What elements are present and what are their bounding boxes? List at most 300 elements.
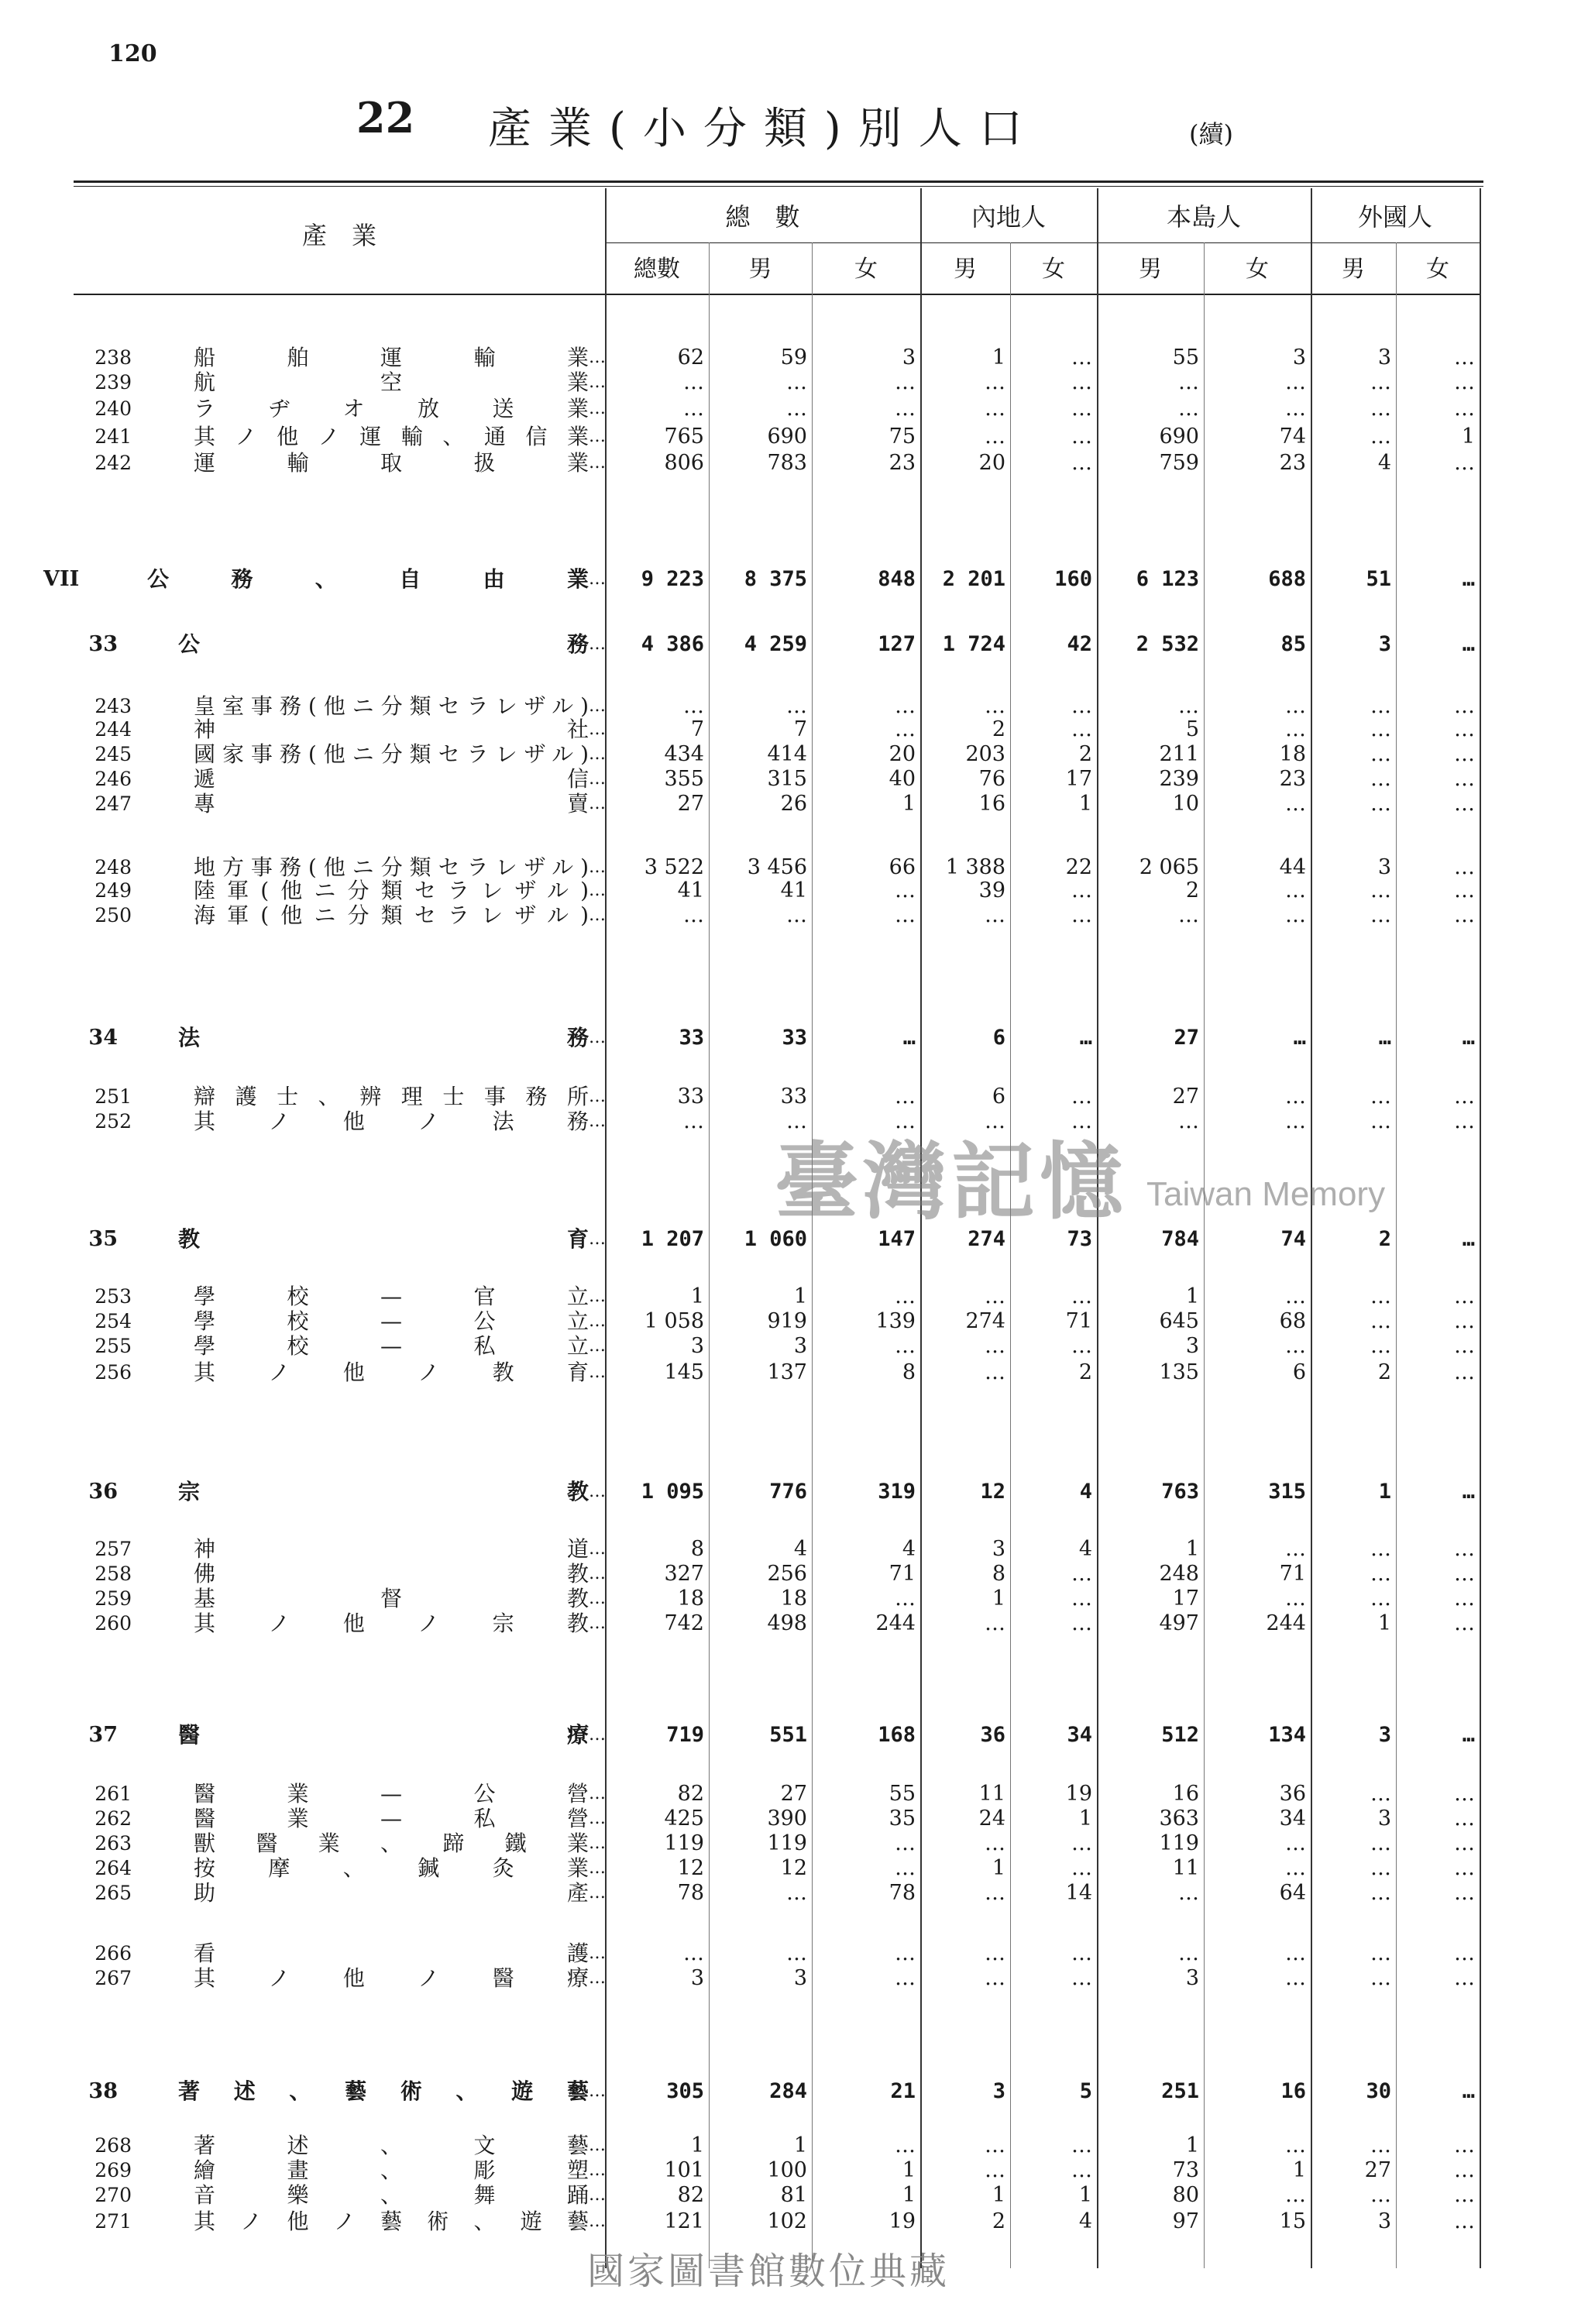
cell-value: 55 xyxy=(889,1782,916,1806)
cell-value: 4 xyxy=(1078,1537,1092,1561)
cell-value: 256 xyxy=(767,1562,807,1586)
row-code: 267 xyxy=(95,1967,132,1989)
row-label: 其ノ他ノ運輸、通信業 xyxy=(194,424,589,449)
cell-value: 19 xyxy=(1065,1782,1092,1806)
cell-value: 239 xyxy=(1159,767,1199,791)
table-row xyxy=(0,880,1487,902)
cell-value: … xyxy=(683,397,704,421)
cell-value: 2 xyxy=(1078,742,1092,766)
cell-value: 36 xyxy=(980,1723,1005,1747)
cell-value: 355 xyxy=(664,767,704,791)
cell-value: … xyxy=(1285,1831,1306,1855)
table-row xyxy=(0,1882,1487,1904)
cell-value: … xyxy=(1454,1856,1475,1880)
cell-value: 12 xyxy=(677,1856,704,1880)
cell-value: … xyxy=(1454,1537,1475,1561)
cell-value: … xyxy=(1285,1085,1306,1109)
cell-value: 763 xyxy=(1161,1480,1199,1504)
row-code: 259 xyxy=(95,1587,132,1610)
header-subcolumn: 總數 xyxy=(634,256,680,283)
leader-dots: … xyxy=(589,858,606,877)
row-code: 269 xyxy=(95,2159,132,2181)
cell-value: 6 xyxy=(992,1085,1005,1109)
cell-value: … xyxy=(985,694,1005,718)
cell-value: 75 xyxy=(889,425,916,449)
header-subcolumn: 女 xyxy=(1246,256,1269,283)
cell-value: 74 xyxy=(1280,1227,1306,1251)
row-code: 37 xyxy=(88,1723,118,1747)
row-label: 繪畫、彫塑 xyxy=(194,2157,589,2183)
leader-dots: … xyxy=(589,1725,606,1745)
cell-value: … xyxy=(1285,1856,1306,1880)
row-code: 256 xyxy=(95,1361,132,1384)
cell-value: … xyxy=(1178,694,1199,718)
cell-value: … xyxy=(1370,2133,1391,2157)
row-code: 255 xyxy=(95,1335,132,1357)
cell-value: 1 xyxy=(793,1284,807,1308)
page-number: 120 xyxy=(108,40,157,67)
row-label: 醫業—私營 xyxy=(194,1806,589,1831)
cell-value: … xyxy=(1285,1537,1306,1561)
cell-value: … xyxy=(895,1856,916,1880)
cell-value: 16 xyxy=(1280,2079,1306,2103)
cell-value: … xyxy=(1462,1026,1475,1050)
cell-value: … xyxy=(1454,1360,1475,1384)
cell-value: 2 xyxy=(1378,1227,1391,1251)
cell-value: 3 xyxy=(1377,2209,1391,2233)
cell-value: … xyxy=(1370,1537,1391,1561)
cell-value: 1 xyxy=(1378,1480,1391,1504)
cell-value: 645 xyxy=(1159,1309,1199,1333)
cell-value: 121 xyxy=(664,2209,704,2233)
cell-value: 23 xyxy=(889,451,916,475)
table-row xyxy=(0,1833,1487,1855)
table-row xyxy=(0,741,1487,767)
cell-value: 73 xyxy=(1067,1227,1092,1251)
cell-value: 80 xyxy=(1172,2183,1199,2207)
cell-value: … xyxy=(985,1360,1005,1384)
row-label: 基督教 xyxy=(194,1586,589,1611)
cell-value: … xyxy=(1285,878,1306,902)
cell-value: … xyxy=(1178,1109,1199,1133)
cell-value: … xyxy=(786,1881,807,1905)
cell-value: … xyxy=(985,1284,1005,1308)
table-row xyxy=(0,347,1487,369)
row-label: 辯護士、辨理士事務所 xyxy=(194,1084,589,1109)
cell-value: … xyxy=(1462,2079,1475,2103)
cell-value: 1 xyxy=(1185,1284,1199,1308)
cell-value: 3 xyxy=(1377,855,1391,879)
cell-value: … xyxy=(1454,1807,1475,1831)
row-code: 257 xyxy=(95,1538,132,1560)
cell-value: 1 xyxy=(1185,1537,1199,1561)
table-row xyxy=(0,902,1487,928)
row-code: 34 xyxy=(88,1026,118,1050)
cell-value: … xyxy=(985,1611,1005,1635)
row-code: 244 xyxy=(95,718,132,741)
cell-value: 4 xyxy=(902,1537,916,1561)
cell-value: 305 xyxy=(666,2079,704,2103)
row-label: 神社 xyxy=(194,717,589,742)
cell-value: … xyxy=(895,1966,916,1990)
watermark-subtext: Taiwan Memory xyxy=(1146,1175,1386,1213)
cell-value: … xyxy=(1454,2183,1475,2207)
cell-value: 27 xyxy=(1174,1026,1199,1050)
cell-value: 211 xyxy=(1159,742,1199,766)
row-label: 其ノ他ノ宗教 xyxy=(194,1611,589,1636)
row-label: 學校—私立 xyxy=(194,1333,589,1359)
cell-value: 41 xyxy=(780,878,807,902)
cell-value: 73 xyxy=(1172,2158,1199,2182)
cell-value: … xyxy=(1071,1334,1092,1358)
cell-value: … xyxy=(1370,767,1391,791)
cell-value: 315 xyxy=(767,767,807,791)
cell-value: 8 xyxy=(690,1537,704,1561)
cell-value: 23 xyxy=(1279,767,1306,791)
row-label: 看護 xyxy=(194,1941,589,1966)
cell-value: … xyxy=(1454,1782,1475,1806)
cell-value: 7 xyxy=(793,717,807,741)
cell-value: … xyxy=(1071,1587,1092,1611)
cell-value: 33 xyxy=(679,1026,704,1050)
leader-dots: … xyxy=(589,569,606,589)
cell-value: 10 xyxy=(1172,792,1199,816)
cell-value: … xyxy=(1370,2183,1391,2207)
cell-value: … xyxy=(1370,1334,1391,1358)
leader-dots: … xyxy=(589,1539,606,1559)
cell-value: … xyxy=(1370,397,1391,421)
header-group: 內地人 xyxy=(971,202,1046,232)
cell-value: 62 xyxy=(677,346,704,370)
table-category-row xyxy=(0,1724,1487,1746)
cell-value: … xyxy=(1454,792,1475,816)
cell-value: 41 xyxy=(677,878,704,902)
leader-dots: … xyxy=(589,1229,606,1249)
leader-dots: … xyxy=(589,720,606,739)
row-code: 261 xyxy=(95,1783,132,1805)
header-subcolumn: 男 xyxy=(1342,256,1365,283)
cell-value: … xyxy=(1071,1831,1092,1855)
header-bottom-rule xyxy=(74,294,1481,295)
row-label: 按摩、鍼灸業 xyxy=(194,1855,589,1881)
header-subcolumn: 男 xyxy=(1139,256,1162,283)
cell-value: 765 xyxy=(664,425,704,449)
table-category-row xyxy=(0,566,1487,592)
cell-value: 1 xyxy=(690,2133,704,2157)
row-label: 公務 xyxy=(178,631,589,657)
cell-value: 719 xyxy=(666,1723,704,1747)
leader-dots: … xyxy=(589,1312,606,1331)
cell-value: 16 xyxy=(978,792,1005,816)
cell-value: 776 xyxy=(769,1480,807,1504)
cell-value: 1 xyxy=(992,2183,1005,2207)
leader-dots: … xyxy=(589,634,606,654)
cell-value: … xyxy=(1454,1109,1475,1133)
cell-value: … xyxy=(985,1941,1005,1965)
table-row xyxy=(0,1943,1487,1965)
cell-value: … xyxy=(1178,397,1199,421)
row-label: 地方事務(他ニ分類セラレザル) xyxy=(194,854,589,880)
row-code: 243 xyxy=(95,695,132,717)
cell-value: … xyxy=(1454,1966,1475,1990)
row-label: 醫療 xyxy=(178,1722,589,1748)
table-row xyxy=(0,768,1487,790)
cell-value: 160 xyxy=(1054,567,1092,591)
cell-value: 20 xyxy=(889,742,916,766)
cell-value: 3 xyxy=(690,1334,704,1358)
cell-value: … xyxy=(1370,1831,1391,1855)
cell-value: 244 xyxy=(875,1611,916,1635)
row-code: 251 xyxy=(95,1085,132,1108)
cell-value: 42 xyxy=(1067,632,1092,656)
cell-value: 2 xyxy=(992,2209,1005,2233)
cell-value: … xyxy=(1178,1941,1199,1965)
cell-value: … xyxy=(683,370,704,394)
cell-value: 27 xyxy=(780,1782,807,1806)
leader-dots: … xyxy=(589,348,606,367)
leader-dots: … xyxy=(589,696,606,716)
cell-value: … xyxy=(895,1085,916,1109)
leader-dots: … xyxy=(589,794,606,813)
row-code: 270 xyxy=(95,2184,132,2206)
row-code: 36 xyxy=(88,1480,118,1504)
cell-value: … xyxy=(1454,742,1475,766)
cell-value: … xyxy=(786,694,807,718)
table-row xyxy=(0,398,1487,420)
table-row xyxy=(0,793,1487,815)
leader-dots: … xyxy=(589,769,606,789)
cell-value: … xyxy=(1370,1562,1391,1586)
leader-dots: … xyxy=(589,881,606,900)
cell-value: 127 xyxy=(878,632,916,656)
cell-value: … xyxy=(1454,451,1475,475)
table-row xyxy=(0,719,1487,741)
row-label: 教育 xyxy=(178,1226,589,1252)
cell-value: 82 xyxy=(677,2183,704,2207)
leader-dots: … xyxy=(589,427,606,446)
cell-value: … xyxy=(1454,1562,1475,1586)
cell-value: … xyxy=(985,1831,1005,1855)
cell-value: … xyxy=(1071,878,1092,902)
cell-value: 7 xyxy=(690,717,704,741)
cell-value: 1 060 xyxy=(744,1227,807,1251)
cell-value: 203 xyxy=(965,742,1005,766)
header-subcolumn: 男 xyxy=(748,256,772,283)
cell-value: 100 xyxy=(767,2158,807,2182)
cell-value: 390 xyxy=(767,1807,807,1831)
cell-value: 1 xyxy=(902,2183,916,2207)
cell-value: … xyxy=(1454,1587,1475,1611)
cell-value: … xyxy=(1071,1284,1092,1308)
leader-dots: … xyxy=(589,744,606,764)
cell-value: 1 xyxy=(1461,425,1475,449)
cell-value: … xyxy=(1462,1723,1475,1747)
cell-value: … xyxy=(1178,903,1199,927)
leader-dots: … xyxy=(589,1482,606,1501)
row-code: 250 xyxy=(95,904,132,927)
cell-value: … xyxy=(1178,1881,1199,1905)
cell-value: … xyxy=(1370,694,1391,718)
cell-value: 4 xyxy=(1078,2209,1092,2233)
row-label: 著述、藝術、遊藝 xyxy=(178,2078,589,2104)
cell-value: 85 xyxy=(1280,632,1306,656)
cell-value: … xyxy=(1370,1085,1391,1109)
table-row xyxy=(0,1286,1487,1308)
row-label: 醫業—公營 xyxy=(194,1781,589,1807)
cell-value: … xyxy=(1462,1227,1475,1251)
cell-value: … xyxy=(895,717,916,741)
cell-value: 1 xyxy=(1078,792,1092,816)
row-code: 240 xyxy=(95,397,132,420)
cell-value: … xyxy=(1071,1085,1092,1109)
row-code: 252 xyxy=(95,1110,132,1133)
cell-value: … xyxy=(1370,1284,1391,1308)
cell-value: 3 xyxy=(992,2079,1005,2103)
cell-value: 55 xyxy=(1172,346,1199,370)
cell-value: 18 xyxy=(677,1587,704,1611)
table-category-row xyxy=(0,2078,1487,2104)
header-group: 外國人 xyxy=(1357,202,1432,232)
table-row xyxy=(0,2157,1487,2183)
table-row xyxy=(0,854,1487,880)
cell-value: … xyxy=(1370,717,1391,741)
cell-value: 1 xyxy=(1185,2133,1199,2157)
table-row xyxy=(0,1563,1487,1585)
cell-value: … xyxy=(1285,1284,1306,1308)
cell-value: 3 xyxy=(902,346,916,370)
cell-value: … xyxy=(1370,1309,1391,1333)
cell-value: 33 xyxy=(780,1085,807,1109)
leader-dots: … xyxy=(589,2185,606,2205)
cell-value: … xyxy=(1454,1284,1475,1308)
cell-value: … xyxy=(1454,855,1475,879)
cell-value: … xyxy=(683,694,704,718)
cell-value: 101 xyxy=(664,2158,704,2182)
leader-dots: … xyxy=(589,1287,606,1306)
leader-dots: … xyxy=(589,1858,606,1878)
cell-value: 274 xyxy=(968,1227,1005,1251)
cell-value: … xyxy=(1285,1587,1306,1611)
cell-value: … xyxy=(786,1941,807,1965)
cell-value: … xyxy=(1454,767,1475,791)
table-row xyxy=(0,693,1487,719)
cell-value: … xyxy=(1370,903,1391,927)
cell-value: … xyxy=(1454,2209,1475,2233)
cell-value: 3 xyxy=(1377,346,1391,370)
row-code: 248 xyxy=(95,856,132,878)
row-label: 遞信 xyxy=(194,766,589,792)
cell-value: 21 xyxy=(890,2079,916,2103)
cell-value: 2 xyxy=(1377,1360,1391,1384)
cell-value: … xyxy=(1071,1966,1092,1990)
cell-value: 78 xyxy=(677,1881,704,1905)
cell-value: 36 xyxy=(1279,1782,1306,1806)
leader-dots: … xyxy=(589,2161,606,2180)
cell-value: 315 xyxy=(1268,1480,1306,1504)
row-label: 國家事務(他ニ分類セラレザル) xyxy=(194,741,589,767)
table-row xyxy=(0,2182,1487,2208)
cell-value: 74 xyxy=(1279,425,1306,449)
leader-dots: … xyxy=(589,1363,606,1382)
cell-value: 97 xyxy=(1172,2209,1199,2233)
cell-value: … xyxy=(1071,2158,1092,2182)
cell-value: 26 xyxy=(780,792,807,816)
row-code: 253 xyxy=(95,1285,132,1308)
cell-value: … xyxy=(1071,397,1092,421)
cell-value: 3 522 xyxy=(644,855,704,879)
cell-value: 4 xyxy=(1079,1480,1092,1504)
cell-value: 27 xyxy=(1364,2158,1391,2182)
cell-value: … xyxy=(1462,632,1475,656)
cell-value: 23 xyxy=(1279,451,1306,475)
cell-value: 1 xyxy=(902,2158,916,2182)
cell-value: … xyxy=(1071,346,1092,370)
cell-value: 6 xyxy=(1292,1360,1306,1384)
cell-value: … xyxy=(1378,1026,1391,1050)
table-row xyxy=(0,1613,1487,1635)
cell-value: … xyxy=(1071,425,1092,449)
cell-value: 1 xyxy=(1292,2158,1306,2182)
cell-value: … xyxy=(895,878,916,902)
leader-dots: … xyxy=(589,1087,606,1106)
cell-value: 18 xyxy=(1279,742,1306,766)
cell-value: 274 xyxy=(965,1309,1005,1333)
cell-value: … xyxy=(985,370,1005,394)
row-code: 35 xyxy=(88,1227,118,1251)
row-label: 宗教 xyxy=(178,1479,589,1504)
table-row xyxy=(0,372,1487,394)
table-category-row xyxy=(0,1226,1487,1252)
table-row xyxy=(0,1086,1487,1108)
cell-value: … xyxy=(1293,1026,1306,1050)
header-subcolumn: 女 xyxy=(1426,256,1449,283)
cell-value: 1 xyxy=(1377,1611,1391,1635)
cell-value: … xyxy=(895,903,916,927)
cell-value: 1 207 xyxy=(641,1227,704,1251)
leader-dots: … xyxy=(589,1564,606,1583)
cell-value: 2 xyxy=(1185,878,1199,902)
cell-value: 1 388 xyxy=(945,855,1005,879)
cell-value: 1 095 xyxy=(641,1480,704,1504)
leader-dots: … xyxy=(589,453,606,473)
cell-value: 66 xyxy=(889,855,916,879)
row-code: 238 xyxy=(95,346,132,369)
row-code: 242 xyxy=(95,452,132,474)
cell-value: 2 xyxy=(992,717,1005,741)
table-row xyxy=(0,426,1487,448)
cell-value: 68 xyxy=(1279,1309,1306,1333)
cell-value: … xyxy=(1454,717,1475,741)
cell-value: 168 xyxy=(878,1723,916,1747)
cell-value: … xyxy=(1454,1881,1475,1905)
cell-value: 82 xyxy=(677,1782,704,1806)
cell-value: 6 123 xyxy=(1136,567,1199,591)
cell-value: 414 xyxy=(767,742,807,766)
cell-value: 8 xyxy=(992,1562,1005,1586)
cell-value: 24 xyxy=(978,1807,1005,1831)
table-row xyxy=(0,2135,1487,2157)
leader-dots: … xyxy=(589,1944,606,1963)
cell-value: … xyxy=(1454,1941,1475,1965)
cell-value: … xyxy=(786,397,807,421)
cell-value: 34 xyxy=(1279,1807,1306,1831)
row-label: 其ノ他ノ藝術、遊藝 xyxy=(194,2209,589,2234)
cell-value: 3 xyxy=(1377,1807,1391,1831)
cell-value: … xyxy=(985,397,1005,421)
cell-value: 35 xyxy=(889,1807,916,1831)
cell-value: 3 xyxy=(1185,1966,1199,1990)
cell-value: … xyxy=(1079,1026,1092,1050)
